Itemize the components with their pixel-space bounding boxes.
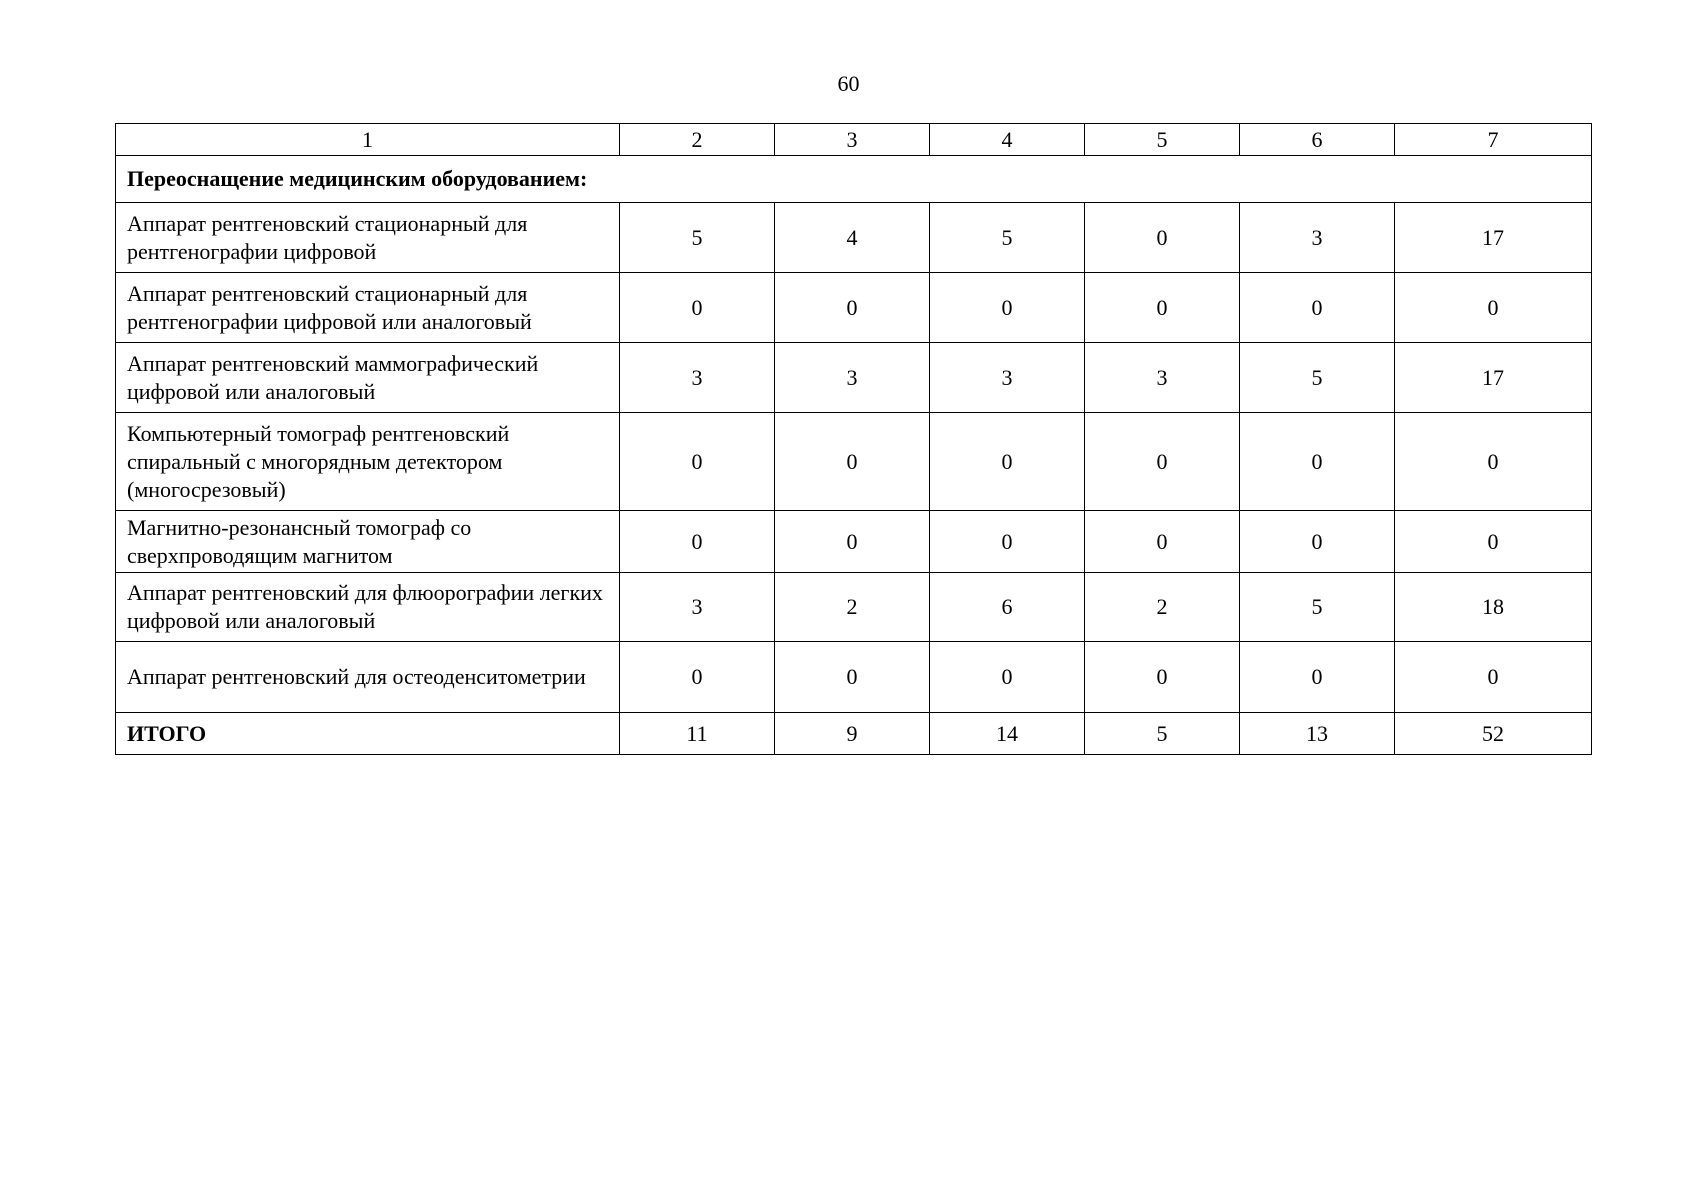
table-cell: 0 [620, 642, 775, 713]
column-number-row [116, 124, 1592, 156]
table-cell: 2 [1085, 573, 1240, 642]
table-cell: 0 [930, 413, 1085, 511]
column-number: 4 [930, 124, 1085, 156]
section-title-row [116, 156, 1592, 203]
equipment-name: Аппарат рентгеновский для флюорографии легких цифровой или аналоговый [116, 573, 620, 642]
table-cell: 6 [930, 573, 1085, 642]
column-number: 6 [1240, 124, 1395, 156]
table-cell: 3 [620, 573, 775, 642]
total-cell: 11 [620, 713, 775, 755]
table-cell: 0 [1395, 511, 1592, 573]
table-cell: 4 [775, 203, 930, 273]
total-label: ИТОГО [116, 713, 620, 755]
table-cell: 3 [1085, 343, 1240, 413]
table-cell: 18 [1395, 573, 1592, 642]
table-cell: 0 [775, 413, 930, 511]
table-cell: 0 [1395, 413, 1592, 511]
table-cell: 0 [1240, 511, 1395, 573]
table-cell: 2 [775, 573, 930, 642]
table-cell: 3 [1240, 203, 1395, 273]
table-row [116, 511, 1592, 573]
table-cell: 0 [930, 273, 1085, 343]
total-cell: 14 [930, 713, 1085, 755]
table-cell: 0 [775, 273, 930, 343]
equipment-name: Аппарат рентгеновский маммографический цифровой или аналоговый [116, 343, 620, 413]
table-cell: 0 [1395, 273, 1592, 343]
table-cell: 0 [930, 511, 1085, 573]
total-row [116, 713, 1592, 755]
table-cell: 0 [1240, 273, 1395, 343]
table-cell: 0 [1395, 642, 1592, 713]
table-cell: 0 [1085, 511, 1240, 573]
table-cell: 3 [620, 343, 775, 413]
table-row [116, 343, 1592, 413]
table-row [116, 273, 1592, 343]
table-cell: 0 [775, 511, 930, 573]
table-cell: 5 [1240, 573, 1395, 642]
total-cell: 52 [1395, 713, 1592, 755]
column-number: 3 [775, 124, 930, 156]
column-number: 2 [620, 124, 775, 156]
total-cell: 9 [775, 713, 930, 755]
column-number: 1 [116, 124, 620, 156]
table-cell: 0 [620, 273, 775, 343]
equipment-name: Аппарат рентгеновский стационарный для рентгенографии цифровой [116, 203, 620, 273]
table-cell: 0 [1085, 642, 1240, 713]
page-number: 60 [837, 71, 860, 96]
table-cell: 17 [1395, 343, 1592, 413]
column-number: 5 [1085, 124, 1240, 156]
table-cell: 0 [620, 511, 775, 573]
table-cell: 0 [775, 642, 930, 713]
table-cell: 5 [620, 203, 775, 273]
equipment-name: Аппарат рентгеновский стационарный для рентгенографии цифровой или аналоговый [116, 273, 620, 343]
equipment-name: Магнитно-резонансный томограф со сверхпроводящим магнитом [116, 511, 620, 573]
table-cell: 0 [1085, 273, 1240, 343]
table-cell: 0 [1085, 203, 1240, 273]
table-row [116, 413, 1592, 511]
table-row [116, 203, 1592, 273]
table-row [116, 573, 1592, 642]
section-title: Переоснащение медицинским оборудованием: [116, 156, 1592, 203]
table-cell: 0 [620, 413, 775, 511]
table-cell: 0 [1240, 642, 1395, 713]
table-row [116, 642, 1592, 713]
table-cell: 17 [1395, 203, 1592, 273]
table-cell: 0 [1085, 413, 1240, 511]
table-cell: 3 [930, 343, 1085, 413]
column-number: 7 [1395, 124, 1592, 156]
total-cell: 5 [1085, 713, 1240, 755]
table-cell: 5 [930, 203, 1085, 273]
equipment-name: Компьютерный томограф рентгеновский спиральный с многорядным детектором (многосрезовый) [116, 413, 620, 511]
table-cell: 0 [1240, 413, 1395, 511]
equipment-name: Аппарат рентгеновский для остеоденситометрии [116, 642, 620, 713]
table-cell: 3 [775, 343, 930, 413]
total-cell: 13 [1240, 713, 1395, 755]
equipment-table [115, 123, 1592, 755]
table-cell: 0 [930, 642, 1085, 713]
table-cell: 5 [1240, 343, 1395, 413]
